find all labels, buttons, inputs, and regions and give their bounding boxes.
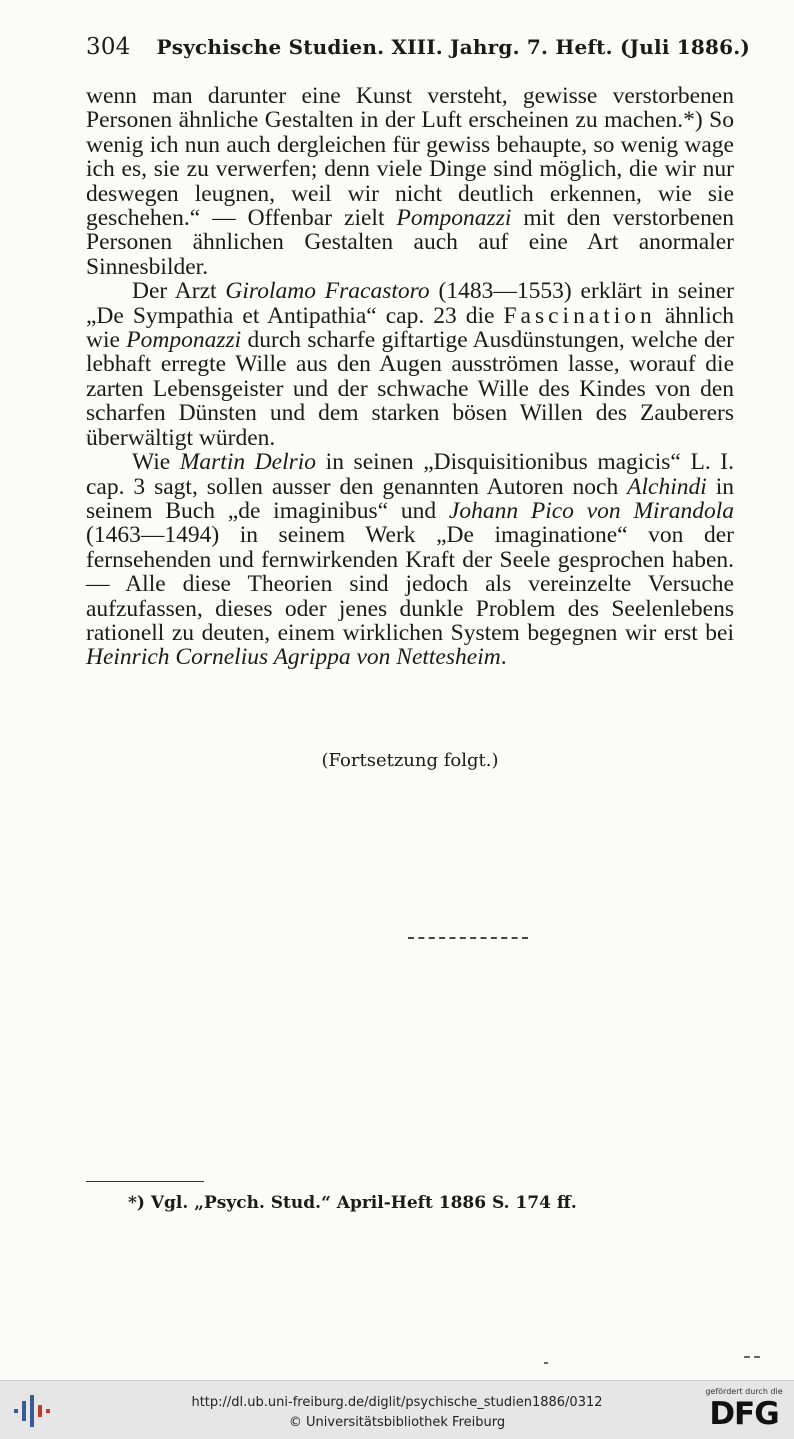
- text-run: in seinen „Disquisitionibus magicis“ L. I. cap. 3 sagt, sollen ausser den genannten Autoren noch: [86, 449, 734, 500]
- italic-name: Johann Pico von Mirandola: [448, 497, 734, 524]
- text-run: (1463—1494) in seinem Werk „De imaginatione“ von der fernsehenden und fernwirkenden Kraft der Seele gesprochen haben. — Alle diese Theorien sind jedoch als vereinzelte Versuche aufzufassen, dieses oder jenes dunkle Problem des Seelenlebens rationell zu deuten, einem wirklichen System begegnen wir erst bei: [86, 522, 734, 646]
- text-run: mit den verstorbenen Personen ähnlichen Gestalten auch auf eine Art anormaler Sinnesbilder.: [86, 205, 734, 280]
- text-run: in seinem Buch „de imaginibus“ und: [86, 473, 734, 524]
- italic-name: Martin Delrio: [179, 449, 317, 476]
- body-text: [86, 84, 734, 670]
- running-title: Psychische Studien. XIII. Jahrg. 7. Heft. (Juli 1886.): [156, 35, 751, 59]
- paragraph-2: [86, 279, 734, 450]
- text-run: Der Arzt: [132, 278, 226, 305]
- running-header: [86, 34, 751, 60]
- text-run: (1483—1553) erklärt in seiner „De Sympathia et Antipathia“ cap. 23 die: [86, 278, 734, 329]
- text-run: wenn man darunter eine Kunst versteht, gewisse verstorbenen Personen ähnliche Gestalten in der Luft erscheinen zu machen.*) So wenig ich nun auch dergleichen für gewiss behaupte, so wenig wage ich es, sie zu verwerfen; denn viele Dinge sind möglich, die wir nur deswegen leugnen, weil wir nicht deutlich erkennen, wie sie geschehen.“ — Offenbar zielt: [86, 83, 734, 232]
- text-run: Wie: [132, 449, 180, 476]
- italic-name: Girolamo Fracastoro: [225, 278, 430, 305]
- divider-ornament: [408, 937, 528, 942]
- scan-artifact: [744, 1356, 760, 1360]
- footnote-rule: [86, 1181, 204, 1182]
- text-run: .: [500, 644, 507, 671]
- source-url-link[interactable]: http://dl.ub.uni-freiburg.de/diglit/psychische_studien1886/0312: [191, 1395, 603, 1410]
- dfg-caption: gefördert durch die: [705, 1387, 783, 1396]
- text-run: durch scharfe giftartige Ausdünstungen, welche der lebhaft erregte Wille aus den Augen ausströmen lasse, worauf die zarten Lebensgeister und der schwache Wille des Kindes von den scharfen Dünsten und dem starken bösen Willen des Zauberers überwältigt würden.: [86, 327, 734, 451]
- italic-name: Heinrich Cornelius Agrippa von Nettesheim: [86, 644, 501, 671]
- footnote: *) Vgl. „Psych. Stud.“ April-Heft 1886 S. 174 ff.: [128, 1193, 577, 1213]
- text-run: ähnlich wie: [86, 302, 734, 354]
- spaced-term: Fascination: [503, 302, 656, 329]
- scan-artifact: [544, 1362, 548, 1364]
- continuation-note: (Fortsetzung folgt.): [321, 750, 499, 771]
- paragraph-1: [86, 84, 734, 279]
- italic-name: Pomponazzi: [126, 327, 242, 354]
- paragraph-3: [86, 450, 734, 670]
- italic-name: Alchindi: [627, 473, 707, 500]
- page-number: 304: [86, 34, 131, 60]
- copyright-text: © Universitätsbibliothek Freiburg: [288, 1415, 506, 1430]
- italic-name: Pomponazzi: [396, 205, 512, 232]
- viewer-footer: [0, 1380, 794, 1439]
- dfg-logo: DFG: [709, 1396, 779, 1432]
